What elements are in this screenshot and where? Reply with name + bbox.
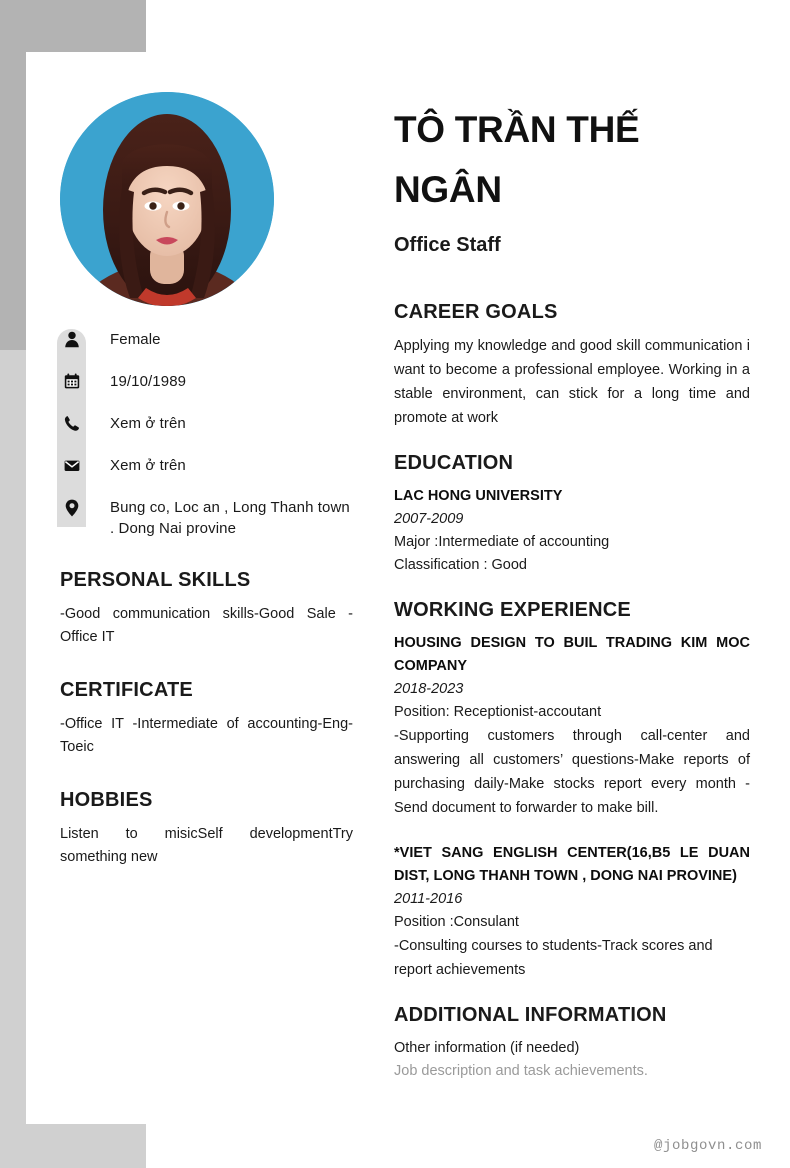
contact-list xyxy=(57,329,357,539)
section-body: -Good communication skills-Good Sale -Office IT xyxy=(60,606,353,645)
section-certificate xyxy=(57,679,357,759)
person-icon xyxy=(57,329,86,348)
experience-company: HOUSING DESIGN TO BUIL TRADING KIM MOC COMPANY xyxy=(394,635,750,674)
section-education xyxy=(394,452,750,577)
profile-photo xyxy=(60,92,274,306)
watermark: @jobgovn.com xyxy=(653,1138,762,1154)
section-body: -Office IT -Intermediate of accounting-Eng-Toeic xyxy=(60,716,353,755)
calendar-icon xyxy=(57,371,86,390)
profile-photo-image xyxy=(60,92,274,306)
experience-entry xyxy=(394,632,750,820)
page-title: TÔ TRẦN THẾ NGÂN xyxy=(394,109,640,210)
section-additional-information xyxy=(394,1004,750,1083)
education-institution: LAC HONG UNIVERSITY xyxy=(394,488,563,504)
contact-item-gender xyxy=(57,329,357,371)
phone-icon xyxy=(57,413,86,432)
section-personal-skills xyxy=(57,569,357,649)
contact-item-address xyxy=(57,497,357,539)
section-title: CERTIFICATE xyxy=(60,679,193,701)
contact-item-birthdate xyxy=(57,371,357,413)
contact-item-email xyxy=(57,455,357,497)
section-body: Listen to misicSelf developmentTry something new xyxy=(60,826,353,865)
additional-info-line-1: Other information (if needed) xyxy=(394,1040,580,1056)
experience-entry xyxy=(394,842,750,982)
section-title: CAREER GOALS xyxy=(394,301,558,323)
section-working-experience xyxy=(394,599,750,982)
education-classification: Classification : Good xyxy=(394,557,527,573)
section-title: WORKING EXPERIENCE xyxy=(394,599,631,621)
experience-position: Position: Receptionist-accoutant xyxy=(394,704,602,720)
section-title: PERSONAL SKILLS xyxy=(60,569,251,591)
education-entry xyxy=(394,485,750,577)
job-title: Office Staff xyxy=(394,234,501,256)
left-column xyxy=(57,92,357,869)
contact-item-phone xyxy=(57,413,357,455)
contact-value: Female xyxy=(110,331,161,348)
location-pin-icon xyxy=(57,497,86,517)
contact-value: Xem ở trên xyxy=(110,415,186,432)
experience-date: 2011-2016 xyxy=(394,891,463,907)
contact-value: 19/10/1989 xyxy=(110,373,187,390)
additional-info-line-2: Job description and task achievements. xyxy=(394,1063,648,1079)
experience-date: 2018-2023 xyxy=(394,681,464,697)
experience-position: Position :Consulant xyxy=(394,914,519,930)
experience-description: -Supporting customers through call-center and answering all customers’ questions-Make reports of purchasing daily-Make stocks report every month -Send document to forwarder to make bill. xyxy=(394,728,750,816)
experience-description: -Consulting courses to students-Track scores and report achievements xyxy=(394,938,713,978)
experience-company: *VIET SANG ENGLISH CENTER(16,B5 LE DUAN DIST, LONG THANH TOWN , DONG NAI PROVINE) xyxy=(394,845,750,884)
right-column xyxy=(394,100,750,1083)
contact-value: Bung co, Loc an , Long Thanh town . Dong Nai provine xyxy=(110,499,350,537)
contact-value: Xem ở trên xyxy=(110,457,186,474)
section-career-goals xyxy=(394,301,750,430)
section-title: HOBBIES xyxy=(60,789,153,811)
section-title: ADDITIONAL INFORMATION xyxy=(394,1004,667,1026)
career-goals-body: Applying my knowledge and good skill communication i want to become a professional employee. Working in a stable environment, can stick for a long time and promote at work xyxy=(394,338,750,426)
envelope-icon xyxy=(57,455,86,474)
education-major: Major :Intermediate of accounting xyxy=(394,534,610,550)
section-title: EDUCATION xyxy=(394,452,514,474)
education-date: 2007-2009 xyxy=(394,511,464,527)
section-hobbies xyxy=(57,789,357,869)
